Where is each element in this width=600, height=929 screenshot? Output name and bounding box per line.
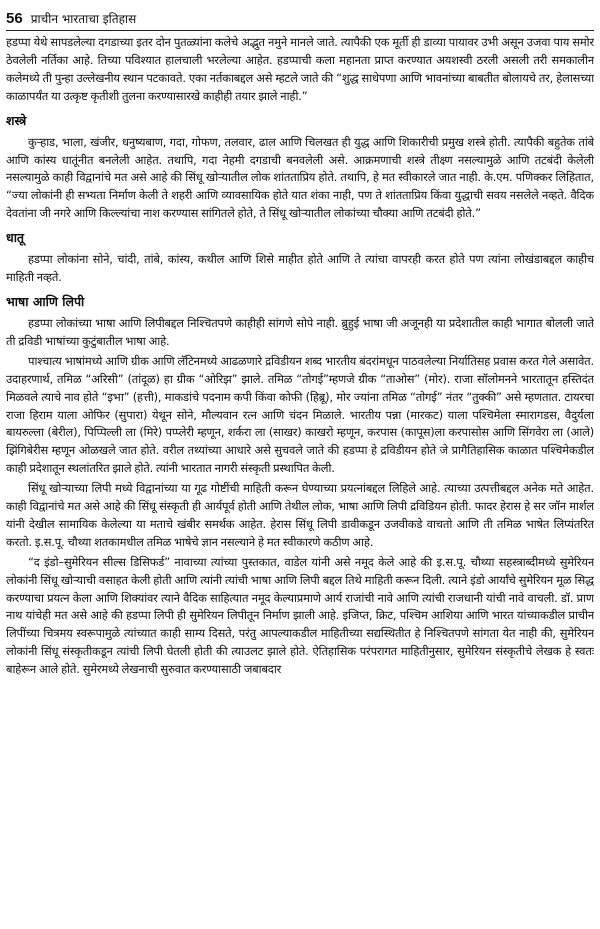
section-heading-language-script: भाषा आणि लिपी xyxy=(6,293,85,309)
page-number: 56 xyxy=(6,10,23,27)
paragraph: पाश्चात्य भाषांमध्ये आणि ग्रीक आणि लॅटिनमध्ये आढळणारे द्रविडीयन शब्द भारतीय बंदरांमधून पाठवलेल्या निर्यातिसह प्रवास करत गेले असावेत. उदाहरणार्थ, तमिळ “अरिसी” (तांदूळ) हा ग्रीक “ओरिझ” झाले. तमिळ “तोगई”म्हणजे ग्रीक “ताओस” (मोर). राजा सॉलोमनने भारतातून हस्तिदंत मिळवले त्याचे नाव होते “इभा” (हत्ती), माकडांचे पदनाम कपी किंवा कोफी (हिब्रू), मोर ज्यांना तमिळ “तोगई” नंतर “तुक्की” असे म्हणतात. टायरचा राजा हिराम याला ओफिर (सुपारा) येथून सोने, मौल्यवान रत्न आणि चंदन मिळाले. भारतीय पन्ना (मारकट) याला पश्चिमेला स्मारागडस, वैदुर्यला बायरुल्ला (बेरील), पिप्पिल्ली ला (मिरे) पप्प्लेरी म्हणून, शर्करा ला (साखर) काखरो म्हणून, करपास (कापूस)ला करपासोस आणि सिंगवेरा ला (आले) झिंगिबेरीस म्हणून ओळखले जात होते. वरील तथ्यांच्या आधारे असे सुचवले जाते की हडप्पा हे द्रविडीयन होते जे प्रागैतिहासिक काळात पश्चिमेकडील काही प्रदेशातून स्थलांतरित झाले होते. त्यांनी भारतात नागरी संस्कृती प्रस्थापित केली. xyxy=(6,353,594,476)
paragraph: हडप्पा लोकांच्या भाषा आणि लिपीबद्दल निश्चितपणे काहीही सांगणे सोपे नाही. ब्रुहुई भाषा जी अजूनही या प्रदेशातील काही भागात बोलली जाते ती द्रविडी भाषांच्या कुटुंबातील भाषा आहे. xyxy=(6,315,594,348)
paragraph: कुऱ्हाड, भाला, खंजीर, धनुष्यबाण, गदा, गोफण, तलवार, ढाल आणि चिलखत ही युद्ध आणि शिकारीची प्रमुख शस्त्रे होती. त्यापैकी बहुतेक तांबे आणि कांस्य धातूंनीत बनलेली आहेत. तथापि, गदा नेहमी दगडाची बनवलेली असे. आक्रमणाची शस्त्रे तीक्ष्ण नसल्यामुळे आणि तटबंदी केलेली नसल्यामुळे काही विद्वानांचे मत असे आहे की सिंधू खोऱ्यातील लोक शांतताप्रिय होते. तथापि, हे मत स्वीकारले जात नाही. के.एम. पणिक्कर लिहितात, “ज्या लोकांनी ही सभ्यता निर्माण केली ते शहरी आणि व्यावसायिक होते यात शंका नाही, पण ते शांतताप्रिय किंवा युद्धाची सवय नसलेले नव्हते. वैदिक देवतांना जी नगरे आणि किल्ल्यांचा नाश करण्यास सांगितले होते, ते सिंधू खोऱ्यातील लोकांच्या चौक्या आणि तटबंदी होते.” xyxy=(6,134,594,221)
section-heading-metals: धातू xyxy=(6,230,25,246)
section-heading-weapons: शस्त्रे xyxy=(6,112,27,128)
page-body xyxy=(6,34,594,927)
paragraph: हडप्पा येथे सापडलेल्या दगडाच्या इतर दोन पुतळ्यांना कलेचे अद्भुत नमुने मानले जाते. त्यापैकी एक मूर्ती ही डाव्या पायावर उभी असून उजवा पाय समोर ठेवलेली नर्तिका आहे. तिच्या पविश्यात हालचाली भरलेल्या आहेत. हडप्पाची कला महानता प्राप्त करण्यात अयशस्वी ठरली असली तरी समकालीन कलेमध्ये ती पुन्हा उल्लेखनीय स्थान पटकावते. एका नर्तकाबद्दल असे म्हटले जाते की “शुद्ध साधेपणा आणि भावनांच्या बाबतीत बोलायचे तर, हेलासच्या काळापर्यंत या उत्कृष्ट कृतीशी तुलना करण्यासारखे काहीही तयार झाले नाही.” xyxy=(6,35,594,103)
page-header xyxy=(6,4,594,31)
paragraph: हडप्पा लोकांना सोने, चांदी, तांबे, कांस्य, कथील आणि शिसे माहीत होते आणि ते त्यांचा वापरही करत होते पण त्यांना लोखंडाबद्दल काहीच माहिती नव्हते. xyxy=(6,252,594,285)
running-title: प्राचीन भारताचा इतिहास xyxy=(30,12,137,26)
paragraph: सिंधू खोऱ्याच्या लिपी मध्ये विद्वानांच्या या गूढ गोष्टींची माहिती करून घेण्याच्या प्रयत्नांबद्दल लिहिले आहे. त्याच्या उत्पत्तीबद्दल अनेक मते आहेत. काही विद्वानांचे मत असे आहे की सिंधू संस्कृती ही आर्यपूर्व होती आणि तेथील लोक, भाषा आणि लिपी द्रविडियन होती. फादर हेरास हे सर जॉन मार्शल यांनी देखील सामायिक केलेल्या या मताचे खंबीर समर्थक आहेत. हेरास सिंधू लिपी डावीकडून उजवीकडे वाचतो आणि ती तमिळ भाषेत लिप्यंतरित करतो. इ.स.पू. चौथ्या शतकामधील तमिळ भाषेचे ज्ञान नसल्याने हे मत स्वीकारणे कठीण आहे. xyxy=(6,481,594,549)
paragraph: “द इंडो–सुमेरियन सील्स डिसिफर्ड” नावाच्या त्यांच्या पुस्तकात, वाडेल यांनी असे नमूद केले आहे की इ.स.पू. चौथ्या सहस्त्राब्दीमध्ये सुमेरियन लोकांनी सिंधू खोऱ्याची वसाहत केली होती आणि त्यांनी त्यांची भाषा आणि लिपी बद्दल तिथे माहिती करून दिली. त्याने इंडो आर्यांचे सुमेरियन मूळ सिद्ध करण्याचा प्रयत्न केला आणि शिक्यांवर त्याने वैदिक साहित्यात नमूद केल्याप्रमाणे आर्य राजांची नावे आणि त्यांची राजधानी यांची नावे वाचली. डॉ. प्राण नाथ यांचेही मत असे आहे की हडप्पा लिपी ही सुमेरियन लिपीतून निर्माण झाली आहे. इजिप्त, क्रिट, पश्चिम आशिया आणि भारत यांच्याकडील प्राचीन लिपींच्या चित्रमय स्वरूपामुळे त्यांच्यात काही साम्य दिसते, परंतु आपल्याकडील माहितीच्या सद्यस्थितीत हे निश्चितपणे सांगता येत नाही की, सुमेरियन लोकांनी सिंधू संस्कृतीकडून त्यांची लिपी घेतली होती की त्याउलट झाले होते. ऐतिहासिक परंपरागत माहितीनुसार, सुमेरियन संस्कृतीचे लेखक हे स्वतः बाहेरून आले होते. सुमेरमध्ये लेखनाची सुरुवात करण्यासाठी जबाबदार xyxy=(6,554,594,677)
